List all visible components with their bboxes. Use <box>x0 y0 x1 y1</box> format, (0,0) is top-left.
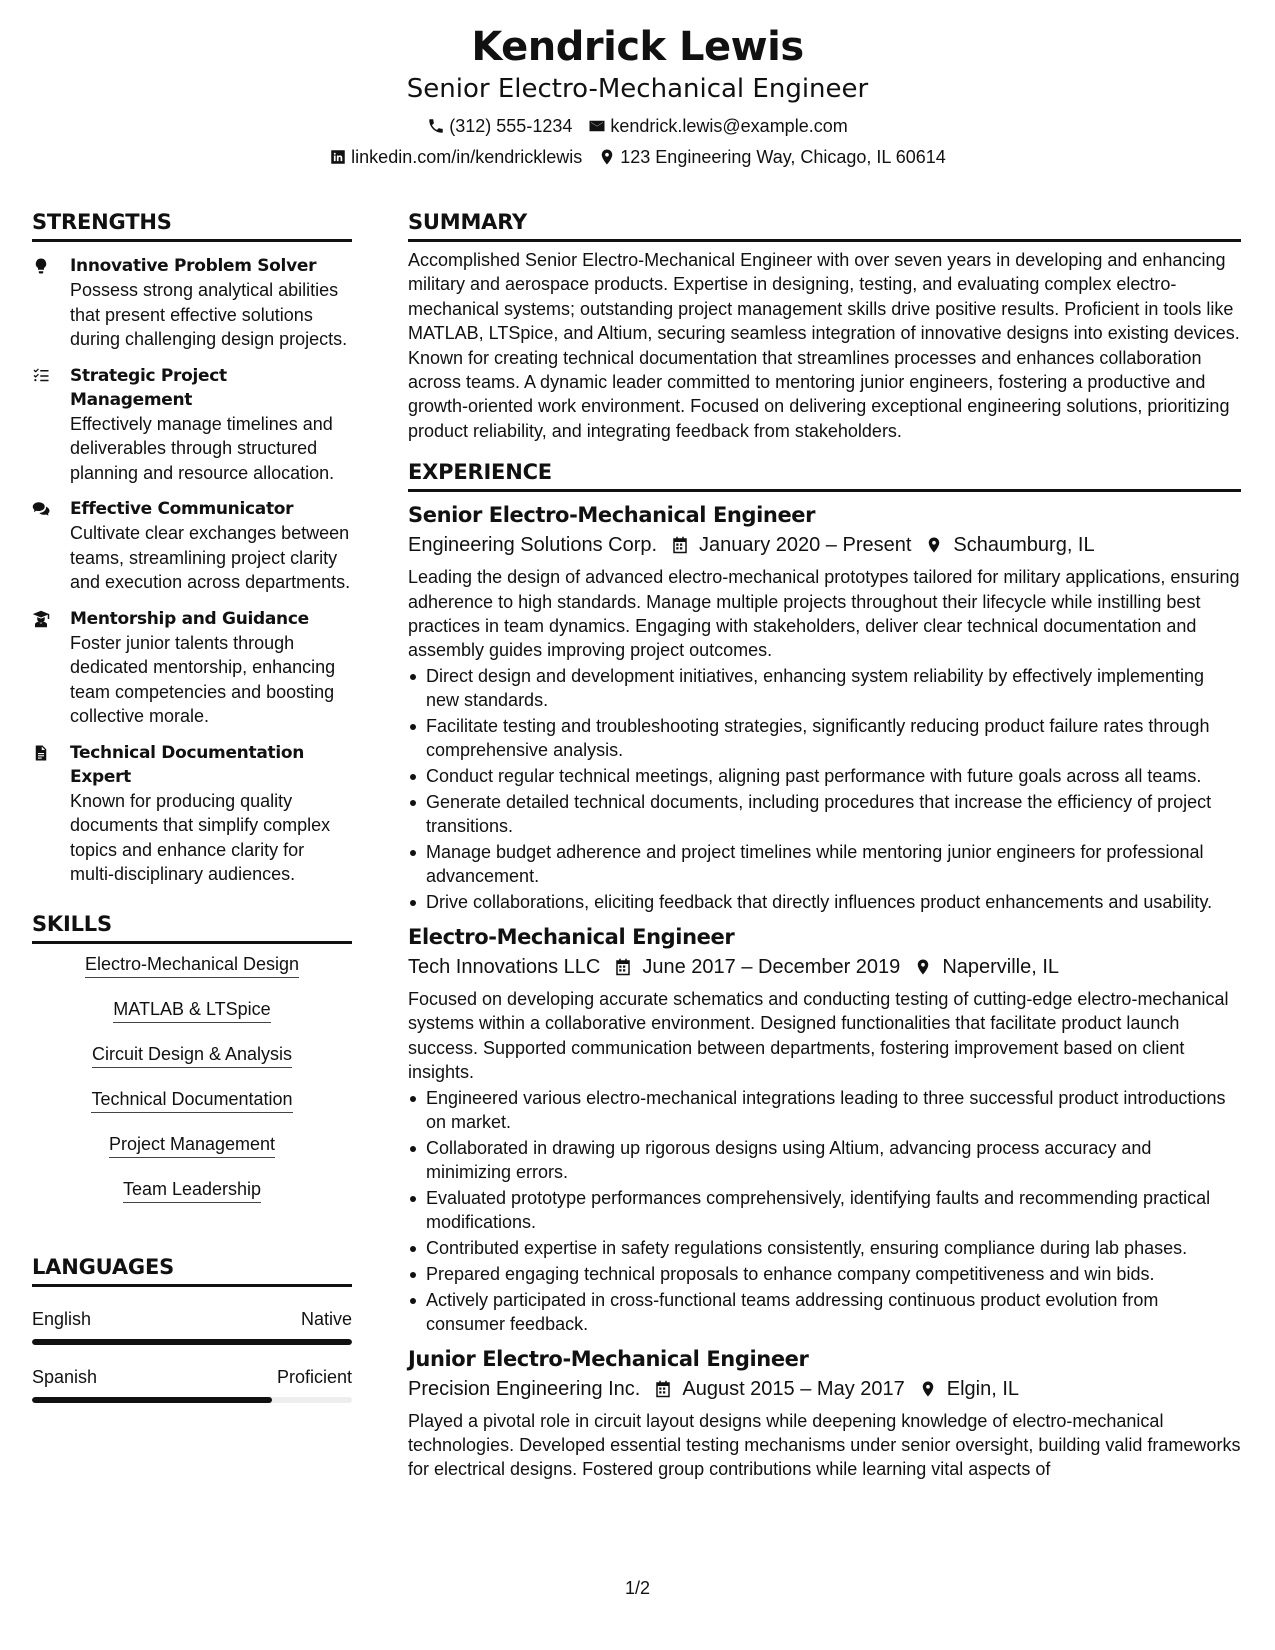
bullet-item: Facilitate testing and troubleshooting strategies, significantly reducing product failure rates through comprehensive analysis. <box>408 714 1241 762</box>
job-company: Tech Innovations LLC <box>408 955 601 978</box>
language-level: Native <box>300 1308 352 1329</box>
language-name: Spanish <box>32 1366 98 1387</box>
job-bullets <box>408 1086 1241 1336</box>
phone-icon <box>427 117 445 135</box>
job-description: Played a pivotal role in circuit layout designs while deepening knowledge of electro-mechanical technologies. Developed essential testing mechanisms under senior oversight, building valid frameworks for electrical designs. Fostered group contributions while learning vital aspects of <box>408 1410 1241 1480</box>
skills-list <box>32 952 352 1222</box>
map-pin-icon <box>925 535 943 555</box>
contact-row-2 <box>0 145 1275 169</box>
strength-item <box>32 254 352 352</box>
phone-contact[interactable] <box>427 114 572 138</box>
job-title: Senior Electro-Mechanical Engineer <box>408 503 816 528</box>
calendar-icon <box>671 535 689 555</box>
strength-desc: Known for producing quality documents that simplify complex topics and enhance clarity for multi-disciplinary audiences. <box>70 790 331 884</box>
job-entry <box>408 500 1241 914</box>
job-company: Engineering Solutions Corp. <box>408 534 658 557</box>
address-text: 123 Engineering Way, Chicago, IL 60614 <box>620 147 946 167</box>
strength-desc: Possess strong analytical abilities that present effective solutions during challenging design projects. <box>70 280 348 349</box>
language-bar-fill <box>32 1339 352 1345</box>
job-title: Junior Electro-Mechanical Engineer <box>408 1346 809 1371</box>
skills-section <box>32 909 352 1222</box>
document-icon <box>32 744 50 762</box>
bullet-item: Contributed expertise in safety regulations consistently, ensuring compliance during lab phases. <box>408 1236 1241 1260</box>
strengths-section <box>32 207 352 887</box>
page-number: 1/2 <box>624 1578 651 1598</box>
map-pin-icon <box>914 957 932 977</box>
summary-heading: SUMMARY <box>408 207 1241 242</box>
linkedin-contact[interactable] <box>329 145 582 169</box>
bullet-item: Generate detailed technical documents, including procedures that increase the efficiency of project transitions. <box>408 790 1241 838</box>
strength-item <box>32 607 352 729</box>
job-title: Electro-Mechanical Engineer <box>408 924 735 949</box>
email-contact[interactable] <box>588 114 847 138</box>
resume-header <box>0 22 1275 169</box>
summary-text: Accomplished Senior Electro-Mechanical Engineer with over seven years in developing and enhancing military and aerospace products. Expertise in designing, testing, and evaluating complex electro-mechanical systems; outstanding project management skills drive positive results. Proficient in tools like MATLAB, LTSpice, and Altium, securing seamless integration of innovative designs into existing devices. Known for creating technical documentation that streamlines processes and enhances collaboration across teams. A dynamic leader committed to mentoring junior engineers, fostering a productive and growth-oriented work environment. Focused on delivering exceptional engineering solutions, prioritizing product reliability, and integrating feedback from stakeholders. <box>408 250 1240 441</box>
skills-heading: SKILLS <box>32 909 352 944</box>
job-location: Naperville, IL <box>942 955 1060 978</box>
linkedin-text: linkedin.com/in/kendricklewis <box>351 147 583 167</box>
bullet-item: Direct design and development initiatives, enhancing system reliability by effectively implementing new standards. <box>408 664 1241 712</box>
map-pin-icon <box>598 148 616 166</box>
skill-item: Circuit Design & Analysis <box>92 1042 292 1068</box>
strength-item <box>32 497 352 595</box>
job-entry <box>408 922 1241 1336</box>
job-dates: January 2020 – Present <box>699 534 912 557</box>
strengths-heading: STRENGTHS <box>32 207 352 242</box>
bullet-item: Engineered various electro-mechanical integrations leading to three successful product introductions on market. <box>408 1086 1241 1134</box>
skill-item: Technical Documentation <box>91 1087 292 1113</box>
skill-item: Electro-Mechanical Design <box>85 952 299 978</box>
language-bar <box>32 1397 352 1403</box>
skill-item: MATLAB & LTSpice <box>113 997 270 1023</box>
graduate-icon <box>32 610 50 628</box>
job-entry <box>408 1344 1241 1482</box>
strength-title: Mentorship and Guidance <box>70 608 309 629</box>
job-meta <box>408 1375 1241 1403</box>
comments-icon <box>32 500 50 518</box>
skill-item: Project Management <box>109 1132 275 1158</box>
strength-title: Innovative Problem Solver <box>70 256 317 276</box>
strength-desc: Effectively manage timelines and deliverables through structured planning and resource allocation. <box>70 413 335 483</box>
strength-desc: Cultivate clear exchanges between teams, streamlining project clarity and execution across departments. <box>70 523 351 592</box>
candidate-name: Kendrick Lewis <box>471 24 804 70</box>
summary-section <box>408 207 1241 443</box>
job-dates: August 2015 – May 2017 <box>682 1377 905 1400</box>
phone-text: (312) 555-1234 <box>449 116 573 136</box>
job-bullets <box>408 664 1241 914</box>
language-level: Proficient <box>276 1366 352 1387</box>
calendar-icon <box>654 1379 672 1399</box>
job-description: Leading the design of advanced electro-mechanical prototypes tailored for military applications, ensuring adherence to high standards. Manage multiple projects throughout their lifecycle while instilling best practices in team dynamics. Engaging with stakeholders, deliver clear technical documentation and assembly guides improving project outcomes. <box>408 567 1240 661</box>
address-contact <box>598 145 946 169</box>
languages-section <box>32 1252 352 1403</box>
strength-desc: Foster junior talents through dedicated mentorship, enhancing team competencies and boosting collective morale. <box>70 632 336 726</box>
strength-item <box>32 364 352 486</box>
lightbulb-icon <box>32 257 50 275</box>
job-dates: June 2017 – December 2019 <box>642 955 901 978</box>
languages-heading: LANGUAGES <box>32 1252 352 1287</box>
strengths-list <box>32 254 352 887</box>
right-column <box>408 207 1241 1482</box>
job-description: Focused on developing accurate schematics and conducting testing of cutting-edge electro-mechanical systems within a collaborative environment. Designed functionalities that facilitate product launch success. Supported communication between departments, fostering improvement based on client insights. <box>408 988 1229 1083</box>
linkedin-icon <box>329 148 347 166</box>
envelope-icon <box>588 117 606 135</box>
calendar-icon <box>614 957 632 977</box>
bullet-item: Actively participated in cross-functional teams addressing continuous product evolution from consumer feedback. <box>408 1288 1241 1336</box>
job-location: Schaumburg, IL <box>953 534 1095 557</box>
email-text: kendrick.lewis@example.com <box>610 116 848 136</box>
map-pin-icon <box>919 1379 937 1399</box>
left-column <box>32 207 352 1403</box>
experience-section <box>408 457 1241 1481</box>
strength-item <box>32 741 352 887</box>
job-meta <box>408 953 1241 981</box>
bullet-item: Prepared engaging technical proposals to enhance company competitiveness and win bids. <box>408 1262 1241 1286</box>
strength-title: Technical Documentation Expert <box>70 742 305 787</box>
bullet-item: Drive collaborations, eliciting feedback that directly influences product enhancements and usability. <box>408 890 1241 914</box>
list-check-icon <box>32 367 50 385</box>
bullet-item: Conduct regular technical meetings, aligning past performance with future goals across all teams. <box>408 764 1241 788</box>
contact-row-1 <box>0 114 1275 138</box>
bullet-item: Manage budget adherence and project timelines while mentoring junior engineers for professional advancement. <box>408 840 1241 888</box>
job-company: Precision Engineering Inc. <box>408 1377 641 1400</box>
language-item <box>32 1365 352 1403</box>
language-bar-fill <box>32 1397 272 1403</box>
candidate-title: Senior Electro-Mechanical Engineer <box>406 74 869 104</box>
strength-title: Strategic Project Management <box>70 365 227 410</box>
bullet-item: Evaluated prototype performances comprehensively, identifying faults and recommending practical modifications. <box>408 1186 1241 1234</box>
skill-item: Team Leadership <box>123 1177 261 1203</box>
language-item <box>32 1307 352 1345</box>
bullet-item: Collaborated in drawing up rigorous designs using Altium, advancing process accuracy and minimizing errors. <box>408 1136 1241 1184</box>
strength-title: Effective Communicator <box>70 499 294 519</box>
job-location: Elgin, IL <box>946 1377 1020 1400</box>
job-meta <box>408 531 1241 559</box>
language-name: English <box>32 1308 92 1329</box>
language-bar <box>32 1339 352 1345</box>
experience-heading: EXPERIENCE <box>408 457 1241 492</box>
